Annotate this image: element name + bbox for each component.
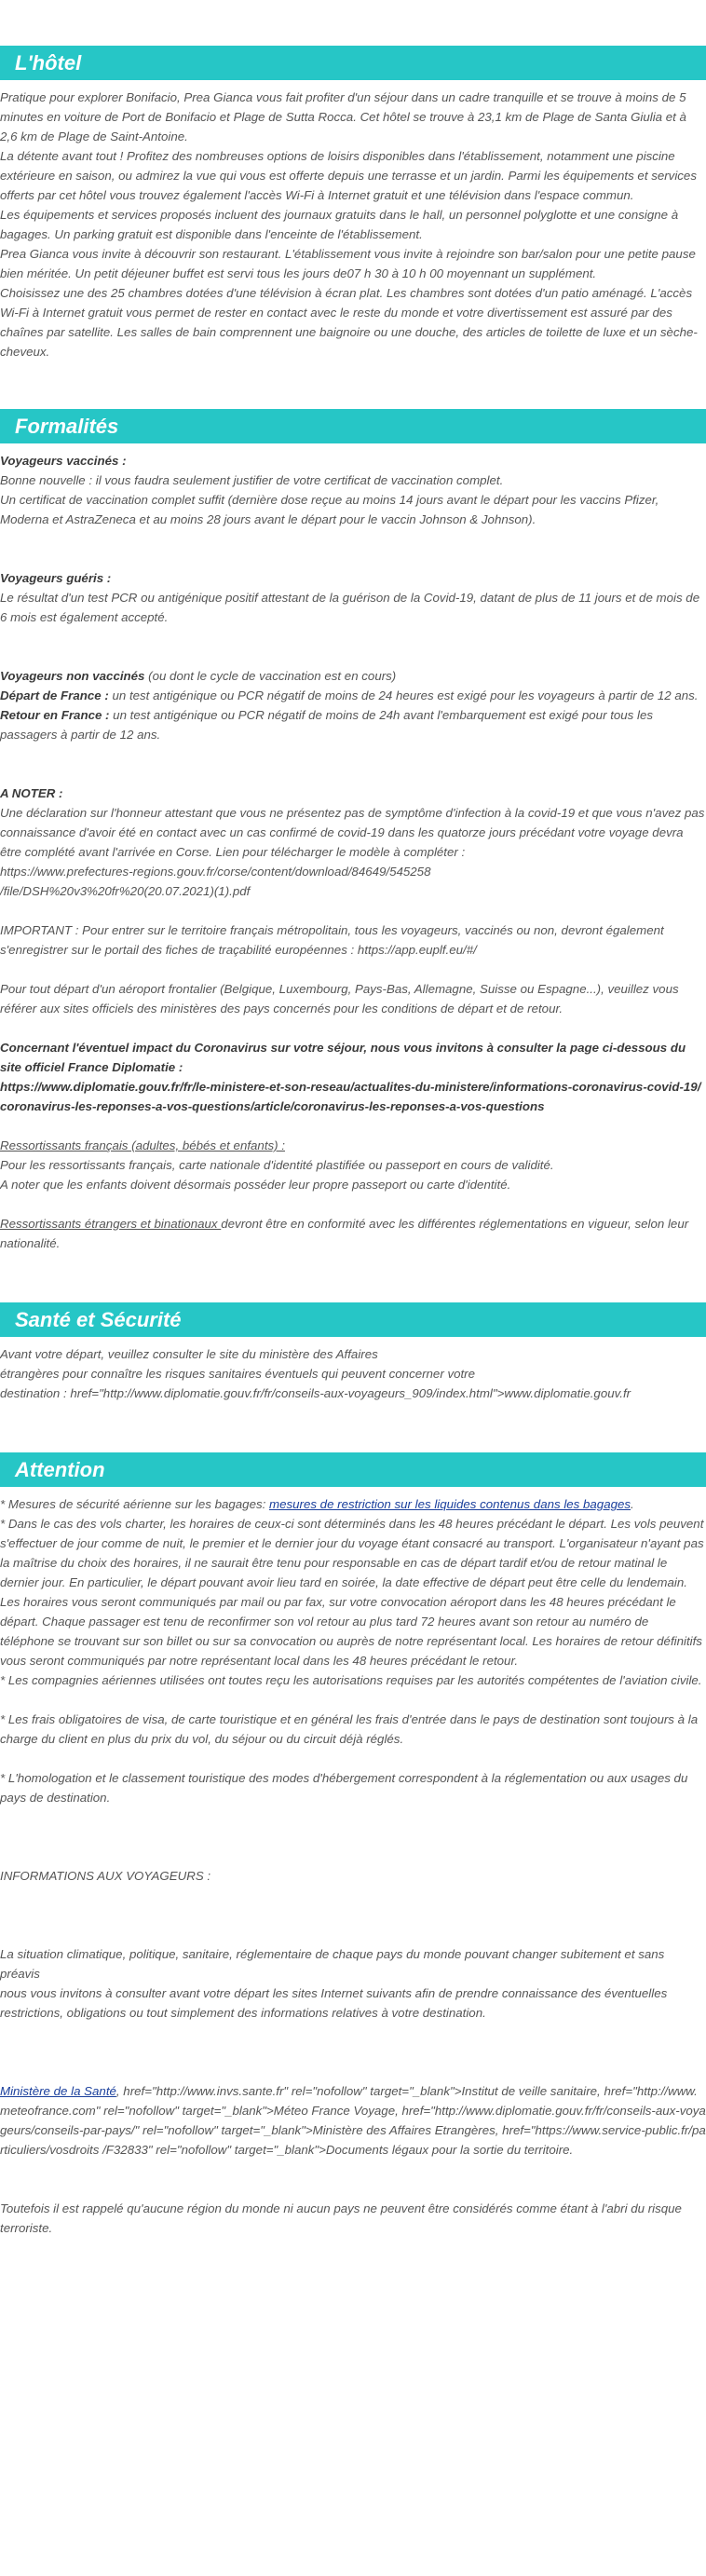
terror-text: Toutefois il est rappelé qu'aucune région du monde ni aucun pays ne peuvent être considérés comme étant à l'abri du risque terroriste. <box>0 2201 682 2235</box>
depart-label: Départ de France : <box>0 688 109 702</box>
vaccines-line: Un certificat de vaccination complet suffit (dernière dose reçue au moins 14 jours avant le départ pour les vaccins Pfizer, Moderna et AstraZeneca et au moins 28 jours avant le départ pour le vaccin Johnson & Johnson). <box>0 493 659 526</box>
bagages-restriction-link[interactable]: mesures de restriction sur les liquides contenus dans les bagages <box>269 1497 631 1511</box>
attention-heading: Attention <box>0 1452 706 1487</box>
sante-heading: Santé et Sécurité <box>0 1302 706 1337</box>
vaccines-label: Voyageurs vaccinés : <box>0 454 127 468</box>
fr-nationals-label: Ressortissants français (adultes, bébés et enfants) : <box>0 1138 285 1152</box>
situation-text: La situation climatique, politique, sanitaire, réglementaire de chaque pays du monde pouvant changer subitement et sans préavis <box>0 1947 665 1981</box>
ministere-rest: , href="http://www.invs.sante.fr" rel="nofollow" target="_blank">Institut de veille sanitaire, href="http://www.meteofrance.com" rel="nofollow" target="_blank">Méteo France Voyage, href="http://www.diplomatie.gouv.fr/fr/conseils-aux-voyageurs/conseils-par-pays/" rel="nofollow" target="_blank">Ministère des Affaires Etrangères, href="https://www.service-public.fr/particuliers/vosdroits /F32833" rel="nofollow" target="_blank">Documents légaux pour la sortie du territoire. <box>0 2084 706 2157</box>
sante-line: destination : href="http://www.diplomatie.gouv.fr/fr/conseils-aux-voyageurs_909/index.html">www.diplomatie.gouv.fr <box>0 1386 631 1400</box>
formalites-section <box>0 409 706 1253</box>
hotel-heading: L'hôtel <box>0 46 706 80</box>
frontier-text: Pour tout départ d'un aéroport frontalier (Belgique, Luxembourg, Pays-Bas, Allemagne, Suisse ou Espagne...), veuillez vous référer aux sites officiels des ministères des pays concernés pour les conditions de départ et de retour. <box>0 982 679 1015</box>
charter-text: * Dans le cas des vols charter, les horaires de ceux-ci sont déterminés dans les 48 heures précédant le départ. Les vols peuvent s'effectuer de jour comme de nuit, le premier et le dernier jour du voyage étant consacré au transport. L'organisateur n'ayant pas la maîtrise du choix des horaires, il ne saurait être tenu pour responsable en cas de départ tardif et/ou de retour matinal le dernier jour. En particulier, le départ pouvant avoir lieu tard en soirée, la date effective de départ peut être celle du lendemain. Les horaires vous seront communiqués par mail ou par fax, sur votre convocation aéroport dans les 48 heures précédant le départ. Chaque passager est tenu de reconfirmer son vol retour au plus tard 72 heures avant son retour au numéro de téléphone se trouvant sur son billet ou sur sa convocation ou auprès de notre représentant local. Les horaires de retour définitifs vous seront communiqués par notre représentant local dans les 48 heures précédant le retour. <box>0 1517 704 1668</box>
info-voyageurs-label: INFORMATIONS AUX VOYAGEURS : <box>0 1869 211 1883</box>
sante-line: Avant votre départ, veuillez consulter le site du ministère des Affaires <box>0 1347 378 1361</box>
retour-label: Retour en France : <box>0 708 110 722</box>
fr-nationals-line: A noter que les enfants doivent désormais posséder leur propre passeport ou carte d'identité. <box>0 1178 511 1192</box>
hotel-paragraph: La détente avant tout ! Profitez des nombreuses options de loisirs disponibles dans l'établissement, notamment une piscine extérieure en saison, ou admirez la vue qui vous est offerte depuis une terrasse et un jardin. Parmi les équipements et services offerts par cet hôtel vous trouvez également l'accès Wi-Fi à Internet gratuit et une télévision dans l'espace commun. <box>0 149 697 202</box>
homologation-text: * L'homologation et le classement touristique des modes d'hébergement correspondent à la réglementation ou aux usages du pays de destination. <box>0 1771 688 1805</box>
attention-section <box>0 1452 706 2238</box>
gueris-label: Voyageurs guéris : <box>0 571 112 585</box>
foreign-nationals-text: devront être en conformité avec les différentes réglementations en vigueur, selon leur nationalité. <box>0 1217 689 1250</box>
formalites-heading: Formalités <box>0 409 706 443</box>
hotel-paragraph: Choisissez une des 25 chambres dotées d'une télévision à écran plat. Les chambres sont dotées d'un patio aménagé. L'accès Wi-Fi à Internet gratuit vous permet de rester en contact avec le reste du monde et votre divertissement est assuré par des chaînes par satellite. Les salles de bain comprennent une baignoire ou une douche, des articles de toilette de luxe et un sèche-cheveux. <box>0 286 698 359</box>
note-link-file[interactable]: /file/DSH%20v3%20fr%20(20.07.2021)(1).pdf <box>0 884 251 898</box>
non-vaccines-suffix: (ou dont le cycle de vaccination est en cours) <box>144 669 397 683</box>
fr-nationals-line: Pour les ressortissants français, carte nationale d'identité plastifiée ou passeport en cours de validité. <box>0 1158 554 1172</box>
corona-link[interactable]: https://www.diplomatie.gouv.fr/fr/le-ministere-et-son-reseau/actualites-du-ministere/informations-coronavirus-covid-19/coronavirus-les-reponses-a-vos-questions/article/coronavirus-les-reponses-a-vos-questions <box>0 1080 701 1113</box>
vaccines-line: Bonne nouvelle : il vous faudra seulement justifier de votre certificat de vaccination complet. <box>0 473 504 487</box>
hotel-content <box>0 88 706 361</box>
hotel-paragraph: Pratique pour explorer Bonifacio, Prea Gianca vous fait profiter d'un séjour dans un cadre tranquille et se trouve à moins de 5 minutes en voiture de Port de Bonifacio et Plage de Sutta Rocca. Cet hôtel se trouve à 23,1 km de Plage de Santa Giulia et à 2,6 km de Plage de Saint-Antoine. <box>0 90 686 143</box>
hotel-section <box>0 46 706 361</box>
sante-line: étrangères pour connaître les risques sanitaires éventuels qui peuvent concerner votre <box>0 1367 476 1381</box>
note-label: A NOTER : <box>0 786 63 800</box>
bagages-suffix: . <box>631 1497 634 1511</box>
non-vaccines-label: Voyageurs non vaccinés <box>0 669 145 683</box>
important-text: IMPORTANT : Pour entrer sur le territoire français métropolitain, tous les voyageurs, vaccinés ou non, devront également s'enregistrer sur le portail des fiches de traçabilité européennes : https://app.euplf.eu/#/ <box>0 923 664 957</box>
compagnies-text: * Les compagnies aériennes utilisées ont toutes reçu les autorisations requises par les autorités compétentes de l'aviation civile. <box>0 1673 702 1687</box>
attention-content <box>0 1494 706 2238</box>
foreign-nationals-label: Ressortissants étrangers et binationaux <box>0 1217 222 1231</box>
gueris-text: Le résultat d'un test PCR ou antigénique positif attestant de la guérison de la Covid-19, datant de plus de 11 jours et de mois de 6 mois est également accepté. <box>0 591 700 624</box>
formalites-content <box>0 451 706 1253</box>
sante-section <box>0 1302 706 1403</box>
bagages-prefix: * Mesures de sécurité aérienne sur les bagages: <box>0 1497 269 1511</box>
ministere-sante-link[interactable]: Ministère de la Santé <box>0 2084 116 2098</box>
retour-text: un test antigénique ou PCR négatif de moins de 24h avant l'embarquement est exigé pour tous les passagers à partir de 12 ans. <box>0 708 654 742</box>
note-text: Une déclaration sur l'honneur attestant que vous ne présentez pas de symptôme d'infection à la covid-19 et que vous n'avez pas connaissance d'avoir été en contact avec un cas confirmé de covid-19 dans les quatorze jours précédant votre voyage devra être complété avant l'arrivée en Corse. Lien pour télécharger le modèle à compléter : <box>0 806 705 859</box>
hotel-paragraph: Les équipements et services proposés incluent des journaux gratuits dans le hall, un personnel polyglotte et une consigne à bagages. Un parking gratuit est disponible dans l'enceinte de l'établissement. <box>0 208 679 241</box>
note-link[interactable]: https://www.prefectures-regions.gouv.fr/corse/content/download/84649/545258 <box>0 865 431 879</box>
frais-text: * Les frais obligatoires de visa, de carte touristique et en général les frais d'entrée dans le pays de destination sont toujours à la charge du client en plus du prix du vol, du séjour ou du circuit déjà réglés. <box>0 1712 699 1746</box>
hotel-paragraph: Prea Gianca vous invite à découvrir son restaurant. L'établissement vous invite à rejoindre son bar/salon pour une petite pause bien méritée. Un petit déjeuner buffet est servi tous les jours de07 h 30 à 10 h 00 moyennant un supplément. <box>0 247 696 280</box>
consulter-text: nous vous invitons à consulter avant votre départ les sites Internet suivants afin de prendre connaissance des éventuelles restrictions, obligations ou tout simplement des informations relatives à votre destination. <box>0 1986 668 2020</box>
sante-content <box>0 1344 706 1403</box>
corona-notice: Concernant l'éventuel impact du Coronavirus sur votre séjour, nous vous invitons à consulter la page ci-dessous du site officiel France Diplomatie : <box>0 1041 686 1074</box>
depart-text: un test antigénique ou PCR négatif de moins de 24 heures est exigé pour les voyageurs à partir de 12 ans. <box>108 688 699 702</box>
